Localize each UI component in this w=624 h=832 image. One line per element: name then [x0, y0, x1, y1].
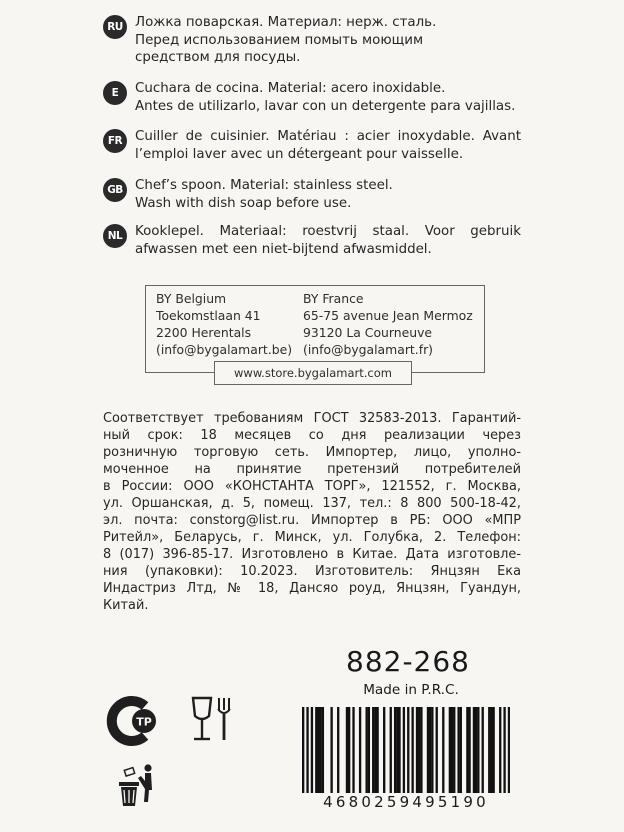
barcode-bar: [418, 707, 420, 793]
barcode-bar: [457, 707, 459, 793]
article-number: 882-268: [346, 645, 470, 678]
lang-badge-fr: FR: [103, 129, 127, 153]
gost-line: 8 (017) 396-85-17. Изготовлено в Китае. Дата изготовле-: [103, 547, 521, 562]
lang-row-ru: [103, 14, 523, 67]
barcode-bar: [372, 707, 374, 793]
barcode-bar: [475, 707, 477, 793]
barcode-bar: [383, 707, 385, 793]
address-box: [145, 285, 485, 373]
ean-number: 4680259495190: [323, 793, 489, 811]
barcode-bar: [394, 707, 396, 793]
barcode-bar: [398, 707, 400, 793]
lang-badge-nl: NL: [103, 224, 127, 248]
barcode-bar: [306, 707, 308, 793]
address-france: BY France 65-75 avenue Jean Mermoz 93120 La Courneuve (info@bygalamart.fr): [303, 291, 473, 357]
gost-line: Соответствует требованиям ГОСТ 32583-2013. Гарантий-: [103, 411, 521, 426]
barcode-bar: [508, 707, 510, 793]
barcode-bar: [376, 707, 378, 793]
barcode-bar: [427, 707, 429, 793]
gost-line: Ритейл», Беларусь, г. Минск, ул. Голубка, 2. Телефон:: [103, 530, 521, 545]
barcode-bar: [368, 707, 370, 793]
lang-text-gb: Chef’s spoon. Material: stainless steel. Wash with dish soap before use.: [135, 178, 393, 211]
lang-text-es: Cuchara de cocina. Material: acero inoxidable. Antes de utilizarlo, lavar con un detergente para vajillas.: [135, 81, 516, 114]
lang-text-fr: Cuiller de cuisinier. Matériau : acier inoxydable. Avant l’emploi laver avec un détergeant pour vaisselle.: [135, 129, 521, 162]
barcode-bar: [317, 707, 319, 793]
gost-line: ный срок: 18 месяцев со дня реализации через: [103, 428, 521, 443]
barcode-bar: [429, 707, 431, 793]
barcode-bar: [315, 707, 317, 793]
barcode-bar: [466, 707, 468, 793]
barcode-bar: [322, 707, 324, 793]
barcode-bar: [311, 707, 313, 793]
barcode-bar: [477, 707, 479, 793]
barcode-bar: [451, 707, 453, 793]
gost-line: в России: ООО «КОНСТАНТА ТОРГ», 121552, г. Москва,: [103, 479, 521, 494]
barcode-bar: [374, 707, 376, 793]
barcode-bar: [365, 707, 367, 793]
barcode-bar: [407, 707, 409, 793]
lang-row-gb: [103, 177, 523, 212]
barcode-bar: [453, 707, 455, 793]
barcode-bar: [396, 707, 398, 793]
address-belgium: BY Belgium Toekomstlaan 41 2200 Herentals (info@bygalamart.be): [156, 291, 293, 357]
gost-line: розничную торговую сеть. Импортер, лицо, уполно-: [103, 445, 521, 460]
gost-line: ул. Оршанская, д. 5, помещ. 137, тел.: 8 800 500-18-42,: [103, 496, 521, 511]
barcode-bar: [482, 707, 484, 793]
lang-text-ru: Ложка поварская. Материал: нерж. сталь. Перед использованием помыть моющим средством для посуды.: [135, 15, 437, 65]
barcode-bar: [503, 707, 505, 793]
barcode-bar: [403, 707, 405, 793]
barcode-bar: [352, 707, 354, 793]
barcode-bar: [359, 707, 361, 793]
barcode-bar: [499, 707, 501, 793]
lang-text-nl: Kooklepel. Materiaal: roestvrij staal. Voor gebruik afwassen met een niet-bijtend afwasmiddel.: [135, 224, 521, 257]
gost-line: Индастриз Лтд, № 18, Дансяо роуд, Янцзян, Гуандун,: [103, 581, 521, 596]
barcode-bar: [348, 707, 350, 793]
barcode-bar: [449, 707, 451, 793]
gost-line: ния (упаковки): 10.2023. Изготовитель: Янцзян Ека: [103, 564, 521, 579]
barcode-bar: [420, 707, 422, 793]
lang-row-nl: [103, 223, 523, 258]
made-in-label: Made in P.R.C.: [363, 682, 459, 698]
barcode-bar: [492, 707, 494, 793]
barcode-bar: [416, 707, 418, 793]
barcode-bar: [390, 707, 392, 793]
barcode-bar: [442, 707, 444, 793]
gost-compliance-text: [103, 410, 521, 614]
barcode-bar: [473, 707, 475, 793]
gost-line: Китай.: [103, 598, 149, 613]
barcode-bar: [346, 707, 348, 793]
barcode-bar: [330, 707, 332, 793]
barcode-bar: [431, 707, 433, 793]
lang-row-fr: [103, 128, 523, 163]
lang-badge-ru: RU: [103, 15, 127, 39]
barcode-bar: [460, 707, 462, 793]
barcode-bar: [320, 707, 322, 793]
barcode-bar: [302, 707, 304, 793]
barcode-bar: [337, 707, 339, 793]
ctr-certification-icon: [105, 696, 161, 746]
lang-row-es: [103, 80, 523, 115]
ean13-barcode: [302, 707, 510, 793]
barcode-bar: [411, 707, 413, 793]
barcode-bar: [488, 707, 490, 793]
lang-badge-gb: GB: [103, 178, 127, 202]
tp-label: TP: [136, 715, 152, 729]
barcode-bar: [436, 707, 438, 793]
trash-bin-disposal-icon: [113, 762, 159, 810]
gost-line: моченное на принятие претензий потребителей: [103, 462, 521, 477]
barcode-bar: [490, 707, 492, 793]
gost-line: эл. почта: constorg@list.ru. Импортер в РБ: ООО «МПР: [103, 513, 521, 528]
food-contact-glass-fork-icon: [189, 692, 233, 746]
lang-badge-es: E: [103, 81, 127, 105]
website-link[interactable]: www.store.bygalamart.com: [214, 361, 412, 385]
barcode-bar: [468, 707, 470, 793]
